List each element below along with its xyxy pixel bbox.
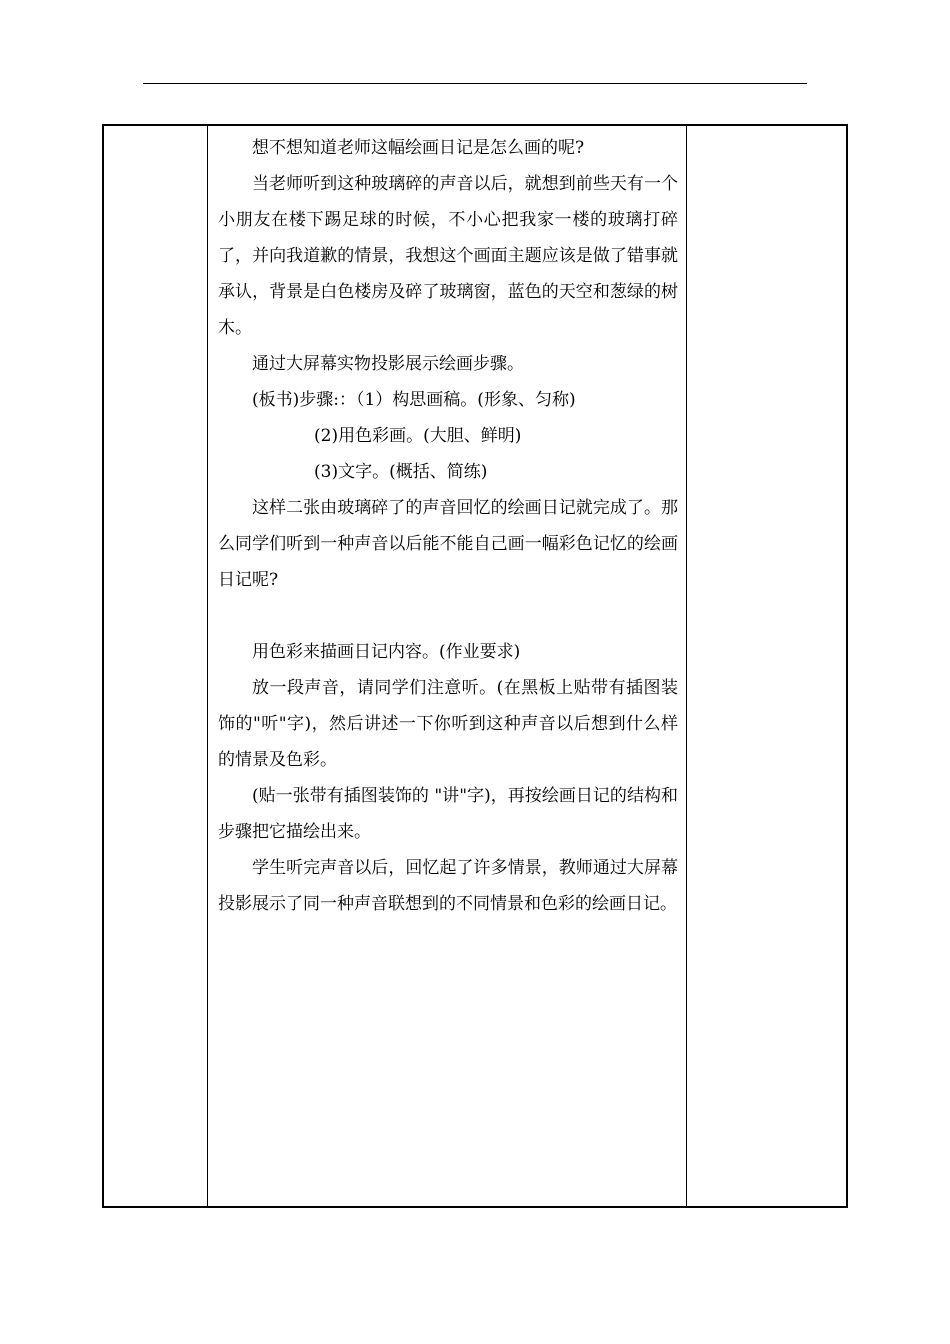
paragraph-students: 学生听完声音以后，回忆起了许多情景，教师通过大屏幕投影展示了同一种声音联想到的不同情景和色彩的绘画日记。	[218, 858, 678, 914]
paragraph-story: 当老师听到这种玻璃碎的声音以后，就想到前些天有一个小朋友在楼下踢足球的时候，不小心把我家一楼的玻璃打碎了，并向我道歉的情景，我想这个画面主题应该是做了错事就承认，背景是白色楼房及碎了玻璃窗，蓝色的天空和葱绿的树木。	[218, 174, 678, 338]
paragraph-projection: 通过大屏幕实物投影展示绘画步骤。	[252, 354, 524, 374]
paragraph-completion: 这样二张由玻璃碎了的声音回忆的绘画日记就完成了。那么同学们听到一种声音以后能不能自己画一幅彩色记忆的绘画日记呢?	[218, 498, 678, 590]
lesson-table	[102, 124, 848, 1208]
paragraph-question: 想不想知道老师这幅绘画日记是怎么画的呢?	[252, 138, 585, 158]
header-rule	[143, 83, 807, 84]
column-divider-right	[686, 126, 687, 1206]
paragraph-steps-heading: (板书)步骤:：（1）构思画稿。(形象、匀称)	[252, 390, 576, 410]
paragraph-listen: 放一段声音，请同学们注意听。(在黑板上贴带有插图装饰的"听"字)，然后讲述一下你听到这种声音以后想到什么样的情景及色彩。	[218, 678, 678, 770]
column-divider-left	[207, 126, 208, 1206]
lesson-content-cell	[218, 126, 678, 922]
paragraph-step-2: (2)用色彩画。(大胆、鲜明)	[314, 426, 522, 446]
paragraph-step-3: (3)文字。(概括、简练)	[314, 462, 488, 482]
paragraph-speak: (贴一张带有插图装饰的 "讲"字)，再按绘画日记的结构和步骤把它描绘出来。	[218, 786, 678, 842]
paragraph-assignment: 用色彩来描画日记内容。(作业要求)	[252, 642, 521, 662]
paragraph-gap	[218, 598, 678, 634]
